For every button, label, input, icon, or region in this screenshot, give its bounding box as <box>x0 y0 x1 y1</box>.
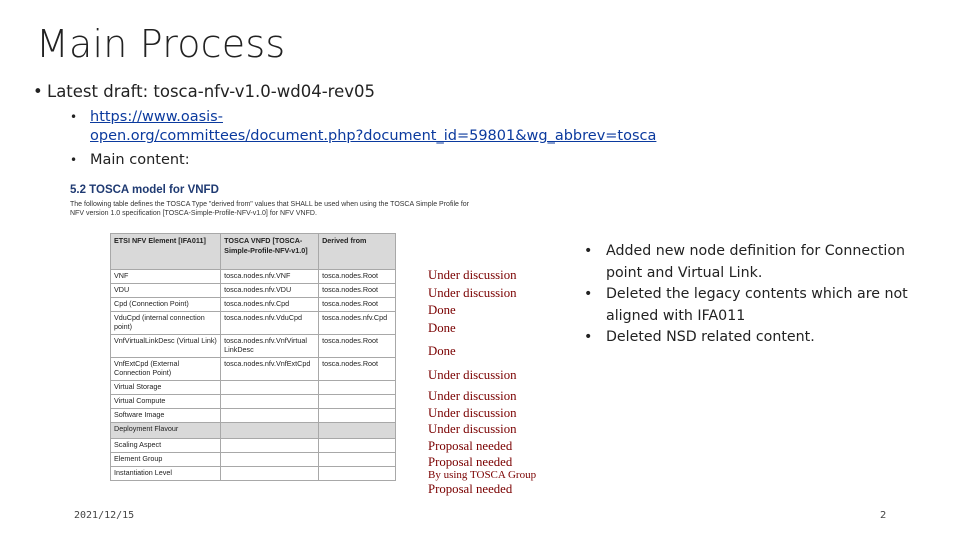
status-label: Under discussion <box>428 286 517 300</box>
section-heading: 5.2 TOSCA model for VNFD <box>70 184 219 196</box>
status-label: Done <box>428 321 456 335</box>
table-cell: Deployment Flavour <box>111 423 221 439</box>
table-cell <box>319 423 396 439</box>
status-label: By using TOSCA Group <box>428 469 537 481</box>
bullet-icon: • <box>584 329 593 345</box>
table-row <box>111 466 396 480</box>
document-link-line2: open.org/committees/document.php?document_id=59801&wg_abbrev=tosca <box>90 128 657 144</box>
status-label: Under discussion <box>428 368 517 382</box>
table-cell <box>221 423 319 439</box>
bullet-icon: • <box>584 243 593 259</box>
note-text: Deleted NSD related content. <box>606 329 815 345</box>
table-cell: tosca.nodes.nfv.Cpd <box>319 312 396 335</box>
bullet-icon: • <box>70 153 78 167</box>
status-label: Proposal needed <box>428 455 513 469</box>
footer-date: 2021/12/15 <box>74 510 135 521</box>
status-label: Under discussion <box>428 389 517 403</box>
table-cell: tosca.nodes.Root <box>319 358 396 381</box>
slide-title: Main Process <box>36 22 286 66</box>
latest-draft-text: Latest draft: tosca-nfv-v1.0-wd04-rev05 <box>47 82 376 101</box>
table-cell <box>319 466 396 480</box>
document-link[interactable] <box>90 108 656 146</box>
status-label: Under discussion <box>428 406 517 420</box>
table-cell <box>221 381 319 395</box>
table-row <box>111 284 396 298</box>
table-cell: tosca.nodes.nfv.VDU <box>221 284 319 298</box>
table-cell: Virtual Compute <box>111 395 221 409</box>
status-label: Done <box>428 303 456 317</box>
main-content-text: Main content: <box>90 152 190 168</box>
table-header-row <box>111 234 396 270</box>
bullet-main-content <box>70 152 190 168</box>
table-cell: tosca.nodes.nfv.VNF <box>221 270 319 284</box>
table-row <box>111 270 396 284</box>
table-row <box>111 409 396 423</box>
table-cell <box>319 395 396 409</box>
table-row <box>111 335 396 358</box>
table-cell: tosca.nodes.nfv.VnfVirtual LinkDesc <box>221 335 319 358</box>
table-cell: Instantiation Level <box>111 466 221 480</box>
table-cell: tosca.nodes.Root <box>319 298 396 312</box>
bullet-link <box>70 108 656 146</box>
table-cell <box>319 438 396 452</box>
table-cell: tosca.nodes.Root <box>319 270 396 284</box>
status-label: Under discussion <box>428 422 517 436</box>
note-item <box>584 241 914 284</box>
document-link-line1: https://www.oasis- <box>90 109 223 125</box>
bullet-icon: • <box>70 110 78 124</box>
table-cell: Element Group <box>111 452 221 466</box>
note-item <box>584 327 914 349</box>
table-cell: Software Image <box>111 409 221 423</box>
table-cell: tosca.nodes.nfv.Cpd <box>221 298 319 312</box>
intro-paragraph: The following table defines the TOSCA Type "derived from" values that SHALL be used when using the TOSCA Simple Profile for NFV version 1.0 specification [TOSCA-Simple-Profile-NFV-v1.0] for NFV VNFD. <box>70 201 470 217</box>
bullet-icon: • <box>584 286 593 302</box>
table-cell <box>319 452 396 466</box>
table-row <box>111 438 396 452</box>
table-cell: VDU <box>111 284 221 298</box>
table-cell: VnfExtCpd (External Connection Point) <box>111 358 221 381</box>
bullet-latest-draft <box>33 82 375 101</box>
page-number: 2 <box>880 510 887 521</box>
table-header-etsi: ETSI NFV Element [IFA011] <box>111 234 221 270</box>
table-cell <box>221 409 319 423</box>
status-label: Proposal needed <box>428 439 513 453</box>
table-cell: tosca.nodes.Root <box>319 284 396 298</box>
table-row <box>111 423 396 439</box>
table-cell: Virtual Storage <box>111 381 221 395</box>
table-cell: VNF <box>111 270 221 284</box>
status-label: Done <box>428 344 456 358</box>
bullet-icon: • <box>33 82 43 101</box>
table-cell <box>221 438 319 452</box>
table-cell <box>319 409 396 423</box>
table-cell: VnfVirtualLinkDesc (Virtual Link) <box>111 335 221 358</box>
table-header-tosca: TOSCA VNFD [TOSCA-Simple-Profile-NFV-v1.0] <box>221 234 319 270</box>
note-text: Deleted the legacy contents which are not aligned with IFA011 <box>606 286 908 324</box>
table-cell: tosca.nodes.nfv.VduCpd <box>221 312 319 335</box>
table-cell <box>319 381 396 395</box>
table-cell <box>221 466 319 480</box>
table-header-derived: Derived from <box>319 234 396 270</box>
table-row <box>111 358 396 381</box>
status-label: Proposal needed <box>428 482 513 496</box>
table-row <box>111 312 396 335</box>
vnfd-mapping-table <box>110 233 396 481</box>
table-cell: tosca.nodes.nfv.VnfExtCpd <box>221 358 319 381</box>
table-cell <box>221 452 319 466</box>
table-cell <box>221 395 319 409</box>
table-row <box>111 395 396 409</box>
table-row <box>111 452 396 466</box>
change-notes <box>584 241 914 349</box>
table-row <box>111 298 396 312</box>
table-row <box>111 381 396 395</box>
status-label: Under discussion <box>428 268 517 282</box>
note-item <box>584 284 914 327</box>
note-text: Added new node definition for Connection point and Virtual Link. <box>606 243 906 281</box>
table-cell: VduCpd (internal connection point) <box>111 312 221 335</box>
table-cell: tosca.nodes.Root <box>319 335 396 358</box>
table-cell: Scaling Aspect <box>111 438 221 452</box>
table-cell: Cpd (Connection Point) <box>111 298 221 312</box>
